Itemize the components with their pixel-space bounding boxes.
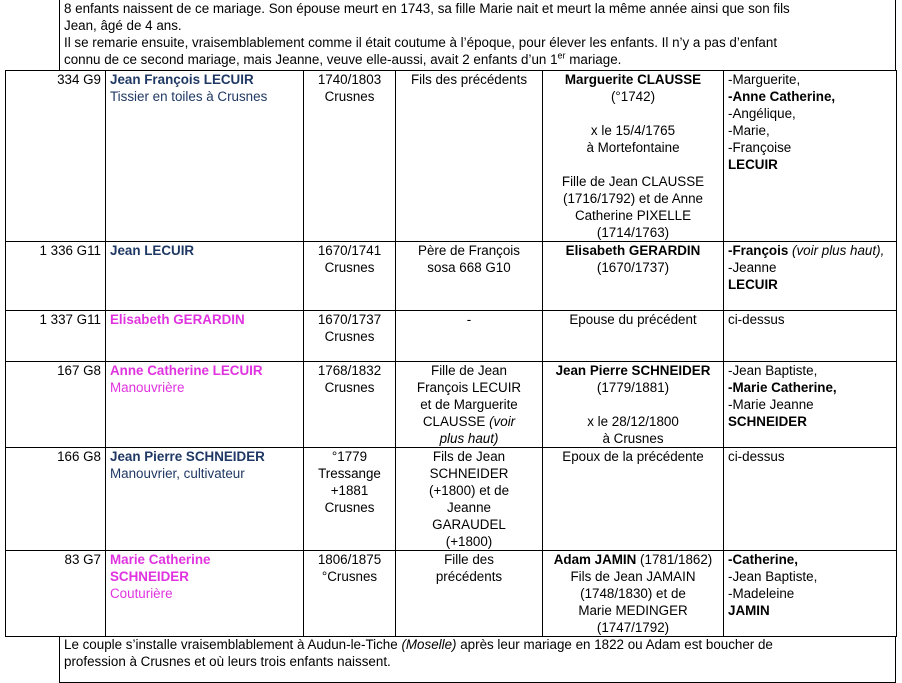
spouse-cell: Epoux de la précédente: [543, 448, 724, 551]
dates-cell: 1768/1832 Crusnes: [304, 362, 396, 448]
person-cell: [106, 551, 304, 637]
intro-line: Il se remarie ensuite, vraisemblablement comme il était coutume à l’époque, pour élever les enfants. Il n’y a pas d’enfant: [64, 35, 778, 50]
spouse-name: Jean Pierre SCHNEIDER: [555, 363, 711, 378]
spouse-cell: Adam JAMIN (1781/1862) Fils de Jean JAMAIN (1748/1830) et de Marie MEDINGER (1747/1792): [543, 551, 724, 637]
sosa-number: 1 337 G11: [6, 311, 106, 362]
table-row: [6, 551, 897, 637]
person-name: Marie Catherine: [110, 552, 211, 567]
person-name: Jean François LECUIR: [110, 72, 254, 87]
dates-cell: 1740/1803 Crusnes: [304, 71, 396, 242]
spouse-cell: Elisabeth GERARDIN (1670/1737): [543, 242, 724, 311]
parents-cell: Fille de Jean François LECUIR et de Marguerite CLAUSSE (voir plus haut): [396, 362, 543, 448]
table-row: [6, 311, 897, 362]
sosa-number: 83 G7: [6, 551, 106, 637]
person-cell: [106, 448, 304, 551]
person-occupation: Tissier en toiles à Crusnes: [110, 89, 268, 104]
children-cell: ci-dessus: [724, 448, 897, 551]
sosa-number: 334 G9: [6, 71, 106, 242]
person-name: Jean LECUIR: [110, 243, 195, 258]
sosa-number: 1 336 G11: [6, 242, 106, 311]
sosa-number: 166 G8: [6, 448, 106, 551]
intro-line: connu de ce second mariage, mais Jeanne, veuve elle-aussi, avait 2 enfants d’un 1er mariage.: [64, 50, 622, 67]
table-row: [6, 362, 897, 448]
closing-line: profession à Crusnes et où leurs trois enfants naissent.: [64, 654, 391, 669]
person-cell: [106, 362, 304, 448]
person-occupation: Manouvrier, cultivateur: [110, 466, 245, 481]
closing-line: Le couple s’installe vraisemblablement à Audun-le-Tiche (Moselle) après leur mariage en 1822 ou Adam est boucher de: [64, 637, 773, 652]
parents-cell: -: [396, 311, 543, 362]
spouse-name: Elisabeth GERARDIN: [565, 243, 701, 258]
dates-cell: 1806/1875 °Crusnes: [304, 551, 396, 637]
genealogy-table: [5, 70, 897, 637]
table-row: [6, 242, 897, 311]
closing-paragraph: [59, 636, 896, 683]
dates-cell: 1670/1741 Crusnes: [304, 242, 396, 311]
dates-cell: 1670/1737 Crusnes: [304, 311, 396, 362]
parents-cell: Fille des précédents: [396, 551, 543, 637]
person-occupation: Couturière: [110, 586, 173, 601]
children-cell: -Catherine, -Jean Baptiste, -Madeleine JAMIN: [724, 551, 897, 637]
spouse-cell: Marguerite CLAUSSE (°1742) x le 15/4/1765 à Mortefontaine Fille de Jean CLAUSSE (1716/1792) et de Anne Catherine PIXELLE (1714/1763): [543, 71, 724, 242]
children-cell: -Marguerite, -Anne Catherine, -Angélique, -Marie, -Françoise LECUIR: [724, 71, 897, 242]
parents-cell: Père de François sosa 668 G10: [396, 242, 543, 311]
intro-line: 8 enfants naissent de ce mariage. Son épouse meurt en 1743, sa fille Marie nait et meurt la même année ainsi que son fils: [64, 1, 790, 16]
person-name: Jean Pierre SCHNEIDER: [110, 449, 265, 464]
person-cell: [106, 242, 304, 311]
intro-paragraph: [59, 0, 896, 70]
intro-line: Jean, âgé de 4 ans.: [64, 18, 182, 33]
spouse-cell: Jean Pierre SCHNEIDER (1779/1881) x le 28/12/1800 à Crusnes: [543, 362, 724, 448]
person-name: SCHNEIDER: [110, 569, 189, 584]
sosa-number: 167 G8: [6, 362, 106, 448]
children-cell: -Jean Baptiste, -Marie Catherine, -Marie Jeanne SCHNEIDER: [724, 362, 897, 448]
children-cell: -François (voir plus haut), -Jeanne LECUIR: [724, 242, 897, 311]
spouse-cell: Epouse du précédent: [543, 311, 724, 362]
spouse-name: Marguerite CLAUSSE: [564, 72, 702, 87]
person-cell: [106, 71, 304, 242]
table-row: [6, 71, 897, 242]
parents-cell: Fils des précédents: [396, 71, 543, 242]
children-cell: ci-dessus: [724, 311, 897, 362]
person-cell: [106, 311, 304, 362]
spouse-name: Adam JAMIN: [553, 552, 637, 567]
parents-cell: Fils de Jean SCHNEIDER (+1800) et de Jeanne GARAUDEL (+1800): [396, 448, 543, 551]
dates-cell: °1779 Tressange +1881 Crusnes: [304, 448, 396, 551]
person-name: Anne Catherine LECUIR: [110, 363, 263, 378]
person-name: Elisabeth GERARDIN: [110, 312, 245, 327]
person-occupation: Manouvrière: [110, 380, 185, 395]
table-row: [6, 448, 897, 551]
